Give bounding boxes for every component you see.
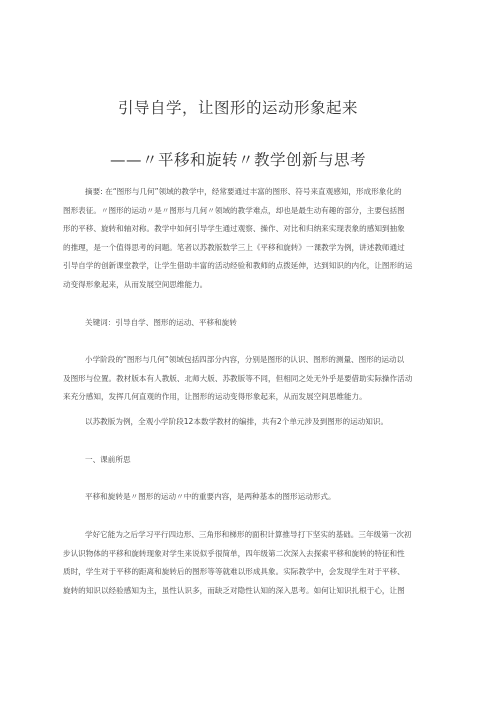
abstract-line: 引导自学的创新课堂教学，让学生借助丰富的活动经验和教师的点拨延伸，达到知识的内化，让图形的运: [63, 261, 413, 271]
abstract-paragraph: [63, 183, 445, 295]
section-body-paragraph: [63, 526, 445, 600]
section-heading-line: 一、课前所思: [85, 455, 131, 464]
abstract-line: 图形表征。〃图形的运动〃是〃图形与几何〃领域的教学难点，却也是最生动有趣的部分，主要包括图: [63, 205, 405, 215]
abstract-line: 的推理，是一个值得思考的问题。笔者以苏教版数学三上《平移和旋转》一课教学为例，讲述教师通过: [63, 242, 405, 252]
keywords-line: 关键词：引导自学、图形的运动、平移和旋转: [85, 318, 237, 327]
intro-line: 小学阶段的“图形与几何”领域包括四部分内容，分别是图形的认识、图形的测量、图形的运动以: [85, 355, 405, 364]
section-body-line: 质时，学生对于平移的距离和旋转后的图形等等就难以形成具象。实际教学中，会发现学生对于平移、: [63, 567, 405, 577]
textbook-note-line: 以苏教版为例，全观小学阶段12本数学教材的编排，共有2个单元涉及到图形的运动知识。: [85, 417, 389, 426]
page-title: 引导自学，让图形的运动形象起来: [117, 99, 358, 117]
keywords-paragraph: [63, 314, 445, 333]
section-heading: [63, 451, 445, 470]
section-intro-paragraph: [63, 488, 445, 507]
intro-paragraph: [63, 351, 445, 407]
section-body-line: 步认识物体的平移和旋转现象对学生来说似乎很简单，四年级第二次深入去探索平移和旋转的特征和性: [63, 548, 405, 558]
section-body-line: 旋转的知识以经验感知为主，虽性认识多，而缺乏对隐性认知的深入思考。如何让知识扎根于心，让图: [63, 585, 405, 595]
intro-line: 来充分感知，发挥几何直观的作用，让图形的运动变得形象起来，从而发展空间思维能力。: [63, 392, 367, 402]
section-intro-line: 平移和旋转是〃图形的运动〃中的重要内容，是两种基本的图形运动形式。: [85, 492, 336, 501]
textbook-note-paragraph: [63, 413, 445, 432]
abstract-line: 形的平移、旋转和轴对称。教学中如何引导学生通过观察、操作、对比和归纳来实现表象的感知到抽象: [63, 224, 405, 234]
abstract-line: 摘要: 在“图形与几何”领域的教学中，经常要通过丰富的图形、符号来直观感知，形成形象化的: [85, 187, 402, 196]
section-body-line: 学好它能为之后学习平行四边形、三角形和梯形的面积计算推导打下坚实的基础。三年级第一次初: [85, 530, 412, 539]
page-subtitle: ——〃平移和旋转〃教学创新与思考: [109, 151, 366, 169]
intro-line: 及图形与位置。教材版本有人教版、北师大版、苏教版等不同，但相同之处无外乎是要借助实际操作活动: [63, 373, 413, 383]
abstract-line: 动变得形象起来，从而发展空间思维能力。: [63, 279, 208, 289]
